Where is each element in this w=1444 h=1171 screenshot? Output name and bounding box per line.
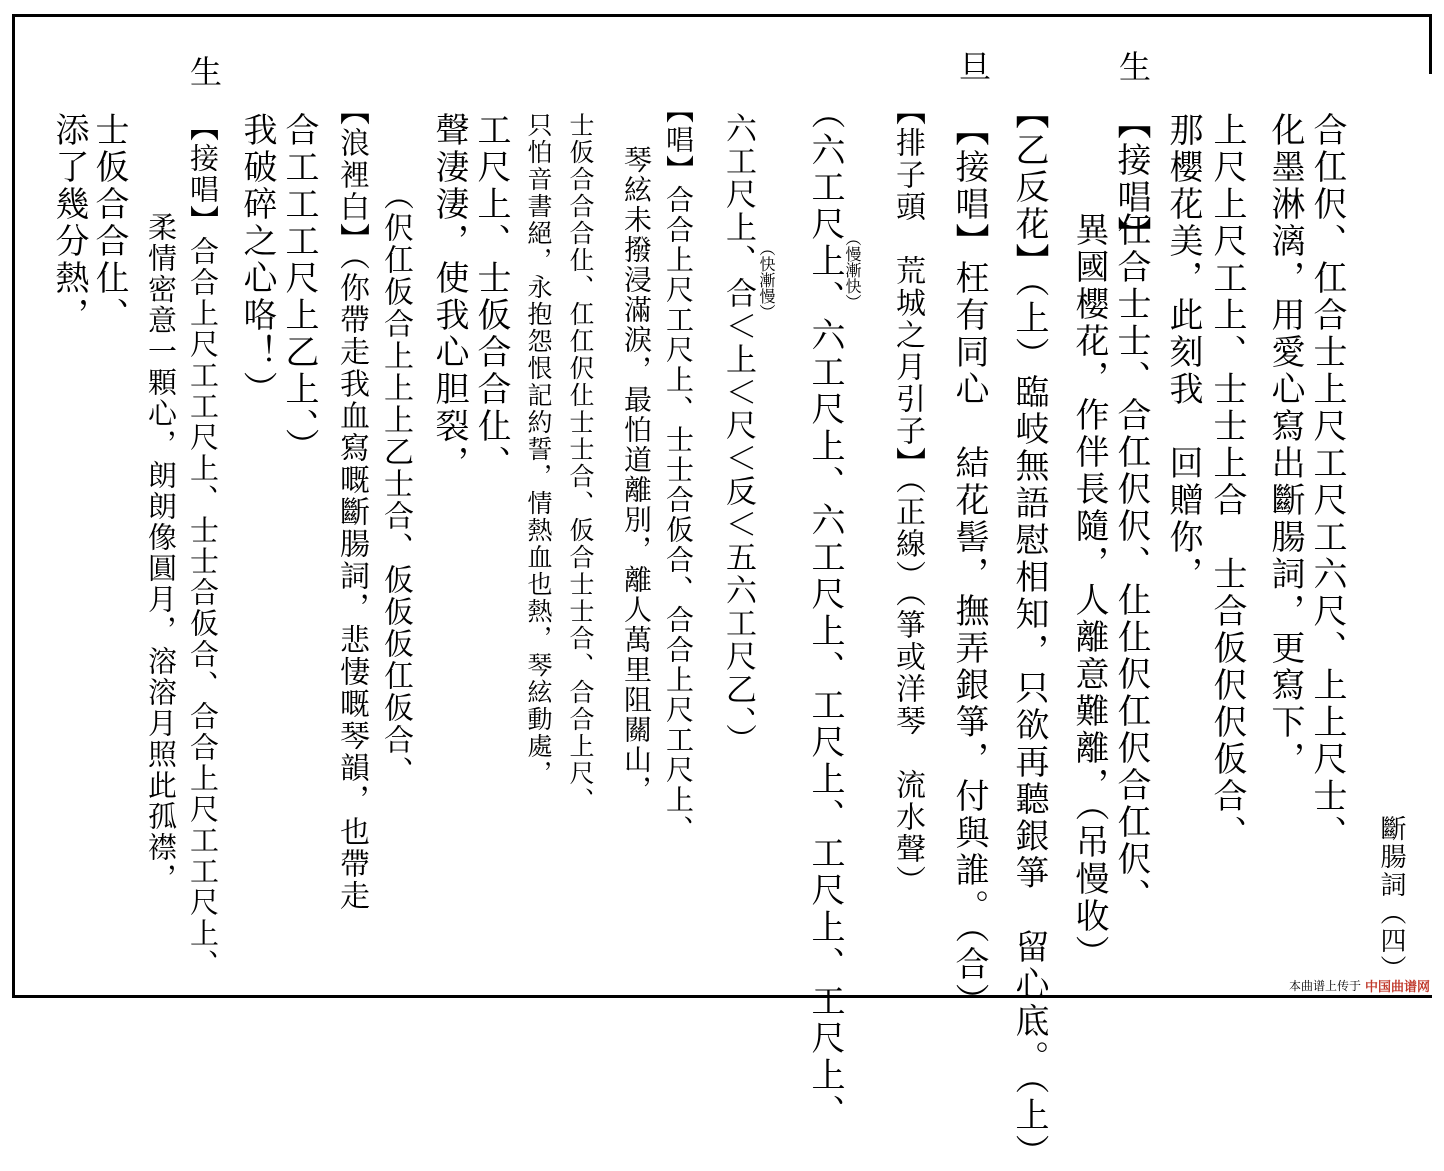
notation-column: 上尺上尺工上、士士上合 士合仮伬伬仮合、: [1207, 112, 1247, 852]
lyric-column: 化墨淋漓，用愛心寫出斷腸詞，更寫下，: [1265, 112, 1305, 778]
lyric-column: 異國櫻花，作伴長隨，人離意難離，（吊慢收）: [1069, 212, 1109, 972]
notation-column: 仜合士士、合仜伬伬、仩仩伬仜伬合仜伬、: [1111, 212, 1151, 915]
footer-text: 本曲谱上传于: [1288, 979, 1361, 993]
notation-column: 【唱】合合上尺工尺上、士士合仮合、合合上尺工尺上、: [662, 95, 695, 845]
notation-column: 士仮合合合仩、仜仜伬仩士士合、仮合士士合、合合上尺、: [566, 112, 595, 814]
role-label-sheng-1: 生: [1114, 50, 1152, 82]
lyric-column: 柔情密意一顆心，朗朗像圓月，溶溶月照此孤襟，: [144, 212, 178, 894]
role-label-dan: 旦: [954, 50, 992, 82]
lyric-column: 【乙反花】（上）臨岐無語慰相知，只欲再聽銀箏 留心底。（上）: [1009, 95, 1049, 1171]
lyric-column: 【浪裡白】（你帶走我血寫嘅斷腸詞，悲悽嘅琴韻，也帶走: [334, 95, 369, 912]
notation-column: 合工工工尺上乙上、）: [279, 112, 319, 465]
notation-column: 【接唱】合合上尺工工尺上、士士合仮合、合合上尺工工尺上、: [186, 112, 220, 980]
lyric-column: 添了幾分熱，: [49, 112, 89, 334]
lyric-column: 琴絃未撥浸滿淚，最怕道離別，離人萬里阻關山，: [620, 145, 653, 805]
tempo-mark: （快漸慢）: [757, 240, 776, 320]
tune-heading-column: 【排子頭 荒城之月引子】（正線）（箏或洋琴 流水聲）: [890, 95, 925, 897]
text-column: 【接唱】: [1111, 105, 1151, 253]
notation-column: 六工尺上、合＜上＜尺＜反＜五六工尺乙、）: [720, 112, 756, 757]
lyric-column: 【接唱】枉有同心 結花髻，撫弄銀箏，付與誰。（合）: [949, 112, 989, 1020]
tempo-mark: （慢漸快）: [843, 230, 862, 310]
lyric-column: 那櫻花美，此刻我 回贈你，: [1163, 112, 1203, 593]
page-title: 斷腸詞（四）: [1376, 815, 1406, 983]
frame-right-edge: [1429, 14, 1432, 74]
lyric-column: 我破碎之心咯！）: [237, 112, 277, 408]
role-label-sheng-2: 生: [185, 55, 223, 87]
notation-column: （六工尺上、六工尺上、六工尺上、工尺上、工尺上、工尺上、: [805, 95, 845, 1131]
footer-logo[interactable]: 中国曲谱网: [1364, 980, 1430, 995]
footer: [1289, 976, 1430, 995]
notation-column: （伬仜仮合上上上乙士合、仮仮仮仜仮合、: [378, 180, 413, 788]
lyric-column: 聲淒淒，使我心胆裂，: [429, 112, 469, 482]
notation-column: 合仜伬、仜合士上尺工尺工六尺、上上尺士、: [1307, 112, 1347, 852]
notation-column: 士仮合合仩、: [89, 112, 129, 334]
notation-column: 工尺上、士仮合合仩、: [471, 112, 511, 482]
lyric-column: 只怕音書絕，永抱怨恨記約誓，情熱血也熱，琴絃動處，: [524, 112, 553, 787]
